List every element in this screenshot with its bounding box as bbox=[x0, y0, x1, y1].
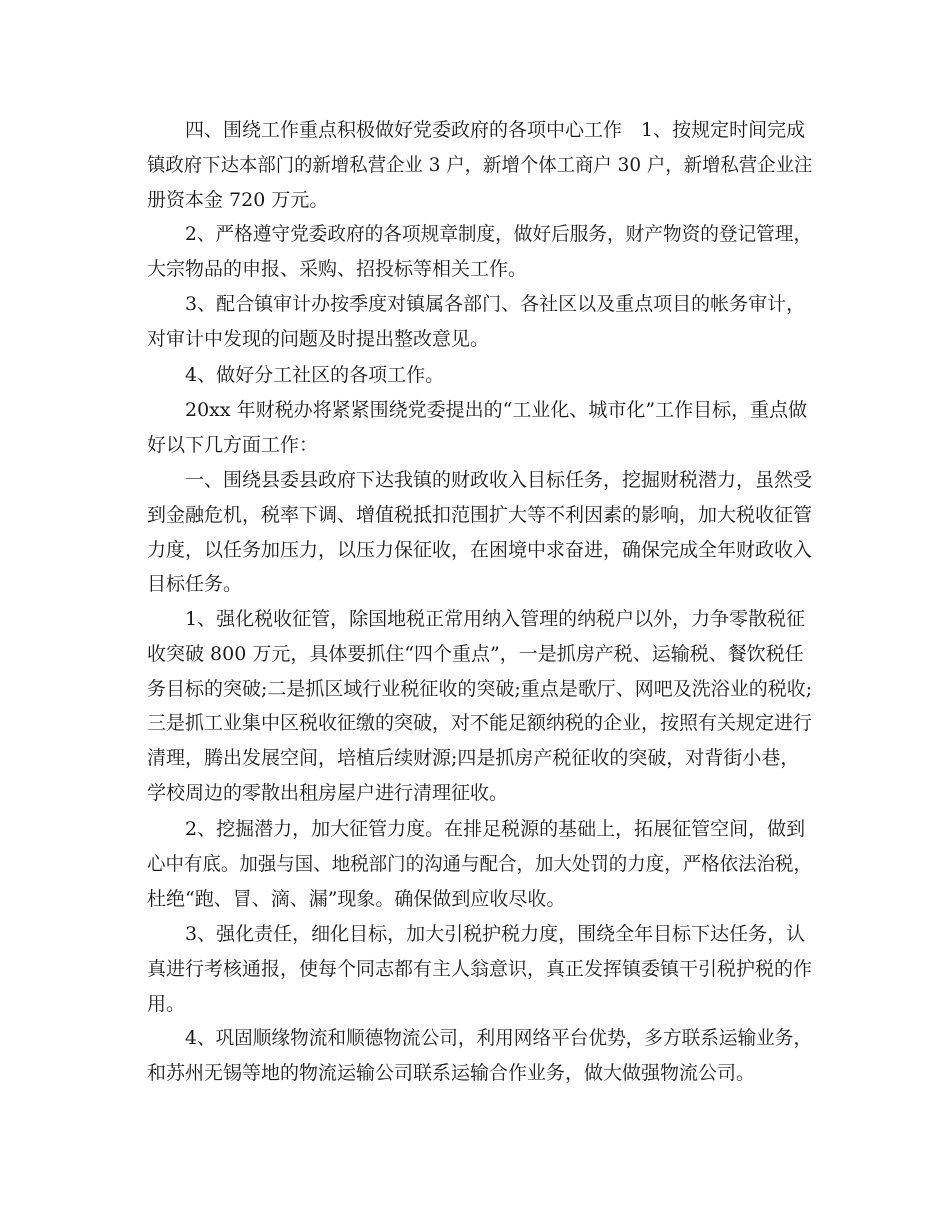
text-line: 3、配合镇审计办按季度对镇属各部门、各社区以及重点项目的帐务审计， bbox=[185, 293, 806, 315]
text-line: 和苏州无锡等地的物流运输公司联系运输合作业务，做大做强物流公司。 bbox=[147, 1061, 756, 1084]
text-line: 镇政府下达本部门的新增私营企业 3 户，新增个体工商户 30 户，新增私营企业注 bbox=[147, 153, 813, 176]
text-line: 到金融危机，税率下调、增值税抵扣范围扩大等不利因素的影响，加大税收征管 bbox=[147, 503, 813, 526]
text-line: 4、巩固顺缘物流和顺德物流公司，利用网络平台优势，多方联系运输业务， bbox=[185, 1027, 813, 1049]
text-line: 20xx 年财税办将紧紧围绕党委提出的“工业化、城市化”工作目标，重点做 bbox=[185, 399, 808, 421]
text-line: 大宗物品的申报、采购、招投标等相关工作。 bbox=[147, 257, 528, 280]
text-line: 学校周边的零散出租房屋户进行清理征收。 bbox=[147, 782, 509, 804]
text-line: 用。 bbox=[147, 992, 186, 1015]
text-line: 一、围绕县委县政府下达我镇的财政收入目标任务，挖掘财税潜力，虽然受 bbox=[185, 469, 813, 491]
text-line: 真进行考核通报，使每个同志都有主人翁意识，真正发挥镇委镇干引税护税的作 bbox=[147, 957, 813, 980]
text-line: 杜绝“跑、冒、滴、漏”现象。确保做到应收尽收。 bbox=[147, 887, 566, 910]
text-line: 4、做好分工社区的各项工作。 bbox=[185, 364, 445, 386]
text-line: 目标任务。 bbox=[147, 573, 243, 596]
text-line: 清理，腾出发展空间，培植后续财源;四是抓房产税征收的突破，对背街小巷， bbox=[147, 747, 800, 770]
text-line: 册资本金 720 万元。 bbox=[147, 188, 329, 211]
text-line: 对审计中发现的问题及时提出整改意见。 bbox=[147, 327, 490, 350]
text-line: 2、严格遵守党委政府的各项规章制度，做好后服务，财产物资的登记管理， bbox=[185, 223, 813, 245]
text-line: 好以下几方面工作： bbox=[147, 433, 319, 456]
text-line: 心中有底。加强与国、地税部门的沟通与配合，加大处罚的力度，严格依法治税， bbox=[147, 852, 813, 875]
text-line: 2、挖掘潜力，加大征管力度。在排足税源的基础上，拓展征管空间，做到 bbox=[185, 818, 806, 840]
text-line: 务目标的突破;二是抓区域行业税征收的突破;重点是歌厅、网吧及洗浴业的税收; bbox=[147, 677, 813, 700]
text-line: 3、强化责任，细化目标，加大引税护税力度，围绕全年目标下达任务，认 bbox=[185, 923, 806, 945]
text-line: 收突破 800 万元，具体要抓住“四个重点”，一是抓房产税、运输税、餐饮税任 bbox=[147, 642, 804, 665]
text-line: 1、强化税收征管，除国地税正常用纳入管理的纳税户以外，力争零散税征 bbox=[185, 608, 806, 630]
text-line: 力度，以任务加压力，以压力保征收，在困境中求奋进，确保完成全年财政收入 bbox=[147, 538, 813, 561]
text-line: 三是抓工业集中区税收征缴的突破，对不能足额纳税的企业，按照有关规定进行 bbox=[147, 712, 813, 735]
text-line: 四、围绕工作重点积极做好党委政府的各项中心工作 1、按规定时间完成 bbox=[185, 119, 806, 141]
